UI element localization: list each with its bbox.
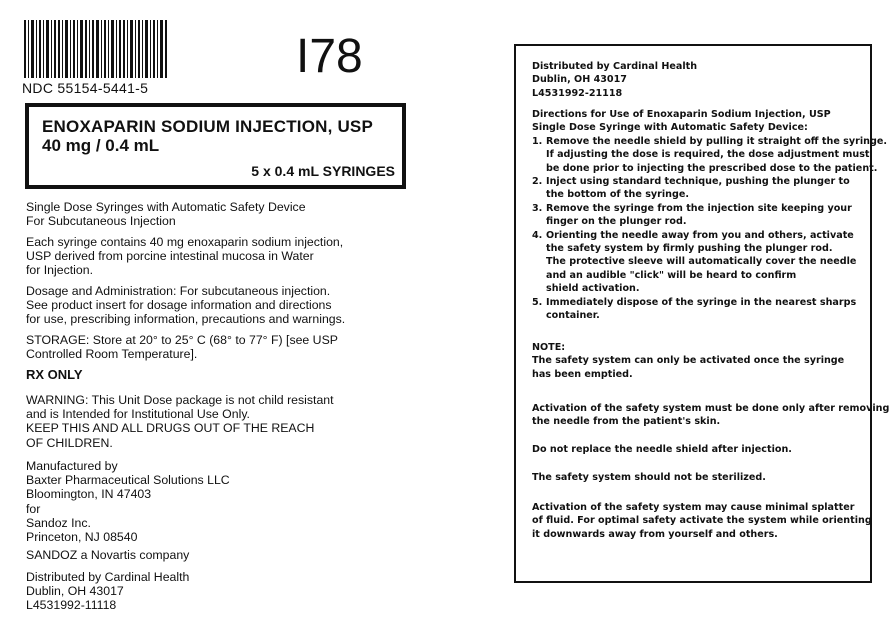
distributor xyxy=(26,570,189,613)
text-line: finger on the plunger rod. xyxy=(546,216,687,228)
text-line: Sandoz Inc. xyxy=(26,515,91,530)
step-number: 4. xyxy=(532,229,543,241)
text-line: Orienting the needle away from you and others, activate xyxy=(546,229,854,241)
step-number: 1. xyxy=(532,135,543,147)
text-line: Activation of the safety system may cause minimal splatter xyxy=(532,502,855,513)
product-name: ENOXAPARIN SODIUM INJECTION, USP xyxy=(42,117,374,136)
text-line: Princeton, NJ 08540 xyxy=(26,530,138,545)
text-line: Dosage and Administration: For subcutaneous injection. xyxy=(26,284,331,298)
step-4 xyxy=(532,229,887,296)
splatter-note xyxy=(532,501,872,541)
composition xyxy=(26,235,343,278)
shield-note: Do not replace the needle shield after injection. xyxy=(532,444,792,455)
warning xyxy=(26,393,334,450)
step-1 xyxy=(532,135,887,175)
text-line: Baxter Pharmaceutical Solutions LLC xyxy=(26,473,230,488)
text-line: for Injection. xyxy=(26,263,93,278)
barcode-bars xyxy=(24,20,169,78)
product-count: 5 x 0.4 mL SYRINGES xyxy=(251,163,395,179)
ndc-number: NDC 55154-5441-5 xyxy=(22,80,149,96)
directions xyxy=(532,108,887,323)
activation-note xyxy=(532,402,889,429)
lot-code: I78 xyxy=(296,30,363,83)
text-line: OF CHILDREN. xyxy=(26,435,113,450)
step-number: 3. xyxy=(532,202,543,214)
text-line: the needle from the patient's skin. xyxy=(532,416,721,428)
text-line: Remove the needle shield by pulling it straight off the syringe. xyxy=(546,135,888,147)
text-line: be done prior to injecting the prescribed dose to the patient. xyxy=(546,162,878,174)
text-line: Manufactured by xyxy=(26,459,118,473)
rx-only: RX ONLY xyxy=(26,367,83,382)
directions-subtitle: Single Dose Syringe with Automatic Safety Device: xyxy=(532,122,808,134)
step-number: 2. xyxy=(532,176,543,188)
text-line: Dublin, OH 43017 xyxy=(26,584,124,599)
text-line: KEEP THIS AND ALL DRUGS OUT OF THE REACH xyxy=(26,421,315,436)
text-line: Distributed by Cardinal Health xyxy=(532,61,698,72)
text-line: Single Dose Syringes with Automatic Safety Device xyxy=(26,200,306,214)
text-line: the safety system by firmly pushing the plunger rod. xyxy=(546,243,833,255)
text-line: For Subcutaneous Injection xyxy=(26,214,176,229)
step-5 xyxy=(532,296,887,323)
step-2 xyxy=(532,175,887,202)
text-line: If adjusting the dose is required, the dose adjustment must xyxy=(546,149,870,161)
text-line: for use, prescribing information, precautions and warnings. xyxy=(26,312,346,327)
text-line: L4531992-11118 xyxy=(26,598,117,613)
text-line: See product insert for dosage information and directions xyxy=(26,298,332,313)
text-line: for xyxy=(26,501,41,516)
company-note: SANDOZ a Novartis company xyxy=(26,548,190,562)
text-line: STORAGE: Store at 20° to 25° C (68° to 77° F) [see USP xyxy=(26,333,338,347)
device-description xyxy=(26,200,306,228)
text-line: The safety system can only be activated once the syringe xyxy=(532,355,845,367)
text-line: Activation of the safety system must be done only after removing xyxy=(532,403,889,414)
sterilize-note: The safety system should not be sterilized. xyxy=(532,472,766,483)
insert-distributor xyxy=(532,60,697,100)
manufacturer xyxy=(26,459,230,544)
text-line: and is Intended for Institutional Use Only. xyxy=(26,407,250,422)
text-line: has been emptied. xyxy=(532,368,633,380)
text-line: Controlled Room Temperature]. xyxy=(26,347,198,362)
text-line: Immediately dispose of the syringe in the nearest sharps xyxy=(546,296,857,308)
step-number: 5. xyxy=(532,296,543,308)
directions-title: Directions for Use of Enoxaparin Sodium Injection, USP xyxy=(532,109,831,120)
text-line: and an audible "click" will be heard to confirm xyxy=(546,269,797,281)
storage xyxy=(26,333,338,361)
note-title: NOTE: xyxy=(532,342,566,353)
dosage-administration xyxy=(26,284,345,327)
text-line: Dublin, OH 43017 xyxy=(532,74,627,86)
text-line: Distributed by Cardinal Health xyxy=(26,570,190,584)
text-line: Bloomington, IN 47403 xyxy=(26,487,152,502)
text-line: L4531992-21118 xyxy=(532,87,623,99)
text-line: container. xyxy=(546,310,600,322)
barcode xyxy=(24,20,169,78)
text-line: The protective sleeve will automatically cover the needle xyxy=(546,256,857,268)
text-line: of fluid. For optimal safety activate the system while orienting xyxy=(532,515,872,527)
text-line: shield activation. xyxy=(546,283,640,295)
text-line: the bottom of the syringe. xyxy=(546,189,690,201)
text-line: Remove the syringe from the injection site keeping your xyxy=(546,202,852,214)
text-line: it downwards away from yourself and others. xyxy=(532,528,778,540)
text-line: WARNING: This Unit Dose package is not child resistant xyxy=(26,393,334,407)
step-3 xyxy=(532,202,887,229)
text-line: USP derived from porcine intestinal mucosa in Water xyxy=(26,249,314,264)
product-strength: 40 mg / 0.4 mL xyxy=(42,136,160,155)
product-box xyxy=(25,103,406,189)
text-line: Inject using standard technique, pushing the plunger to xyxy=(546,176,850,188)
text-line: Each syringe contains 40 mg enoxaparin sodium injection, xyxy=(26,235,344,249)
note-section xyxy=(532,341,844,381)
directions-panel xyxy=(514,44,889,583)
